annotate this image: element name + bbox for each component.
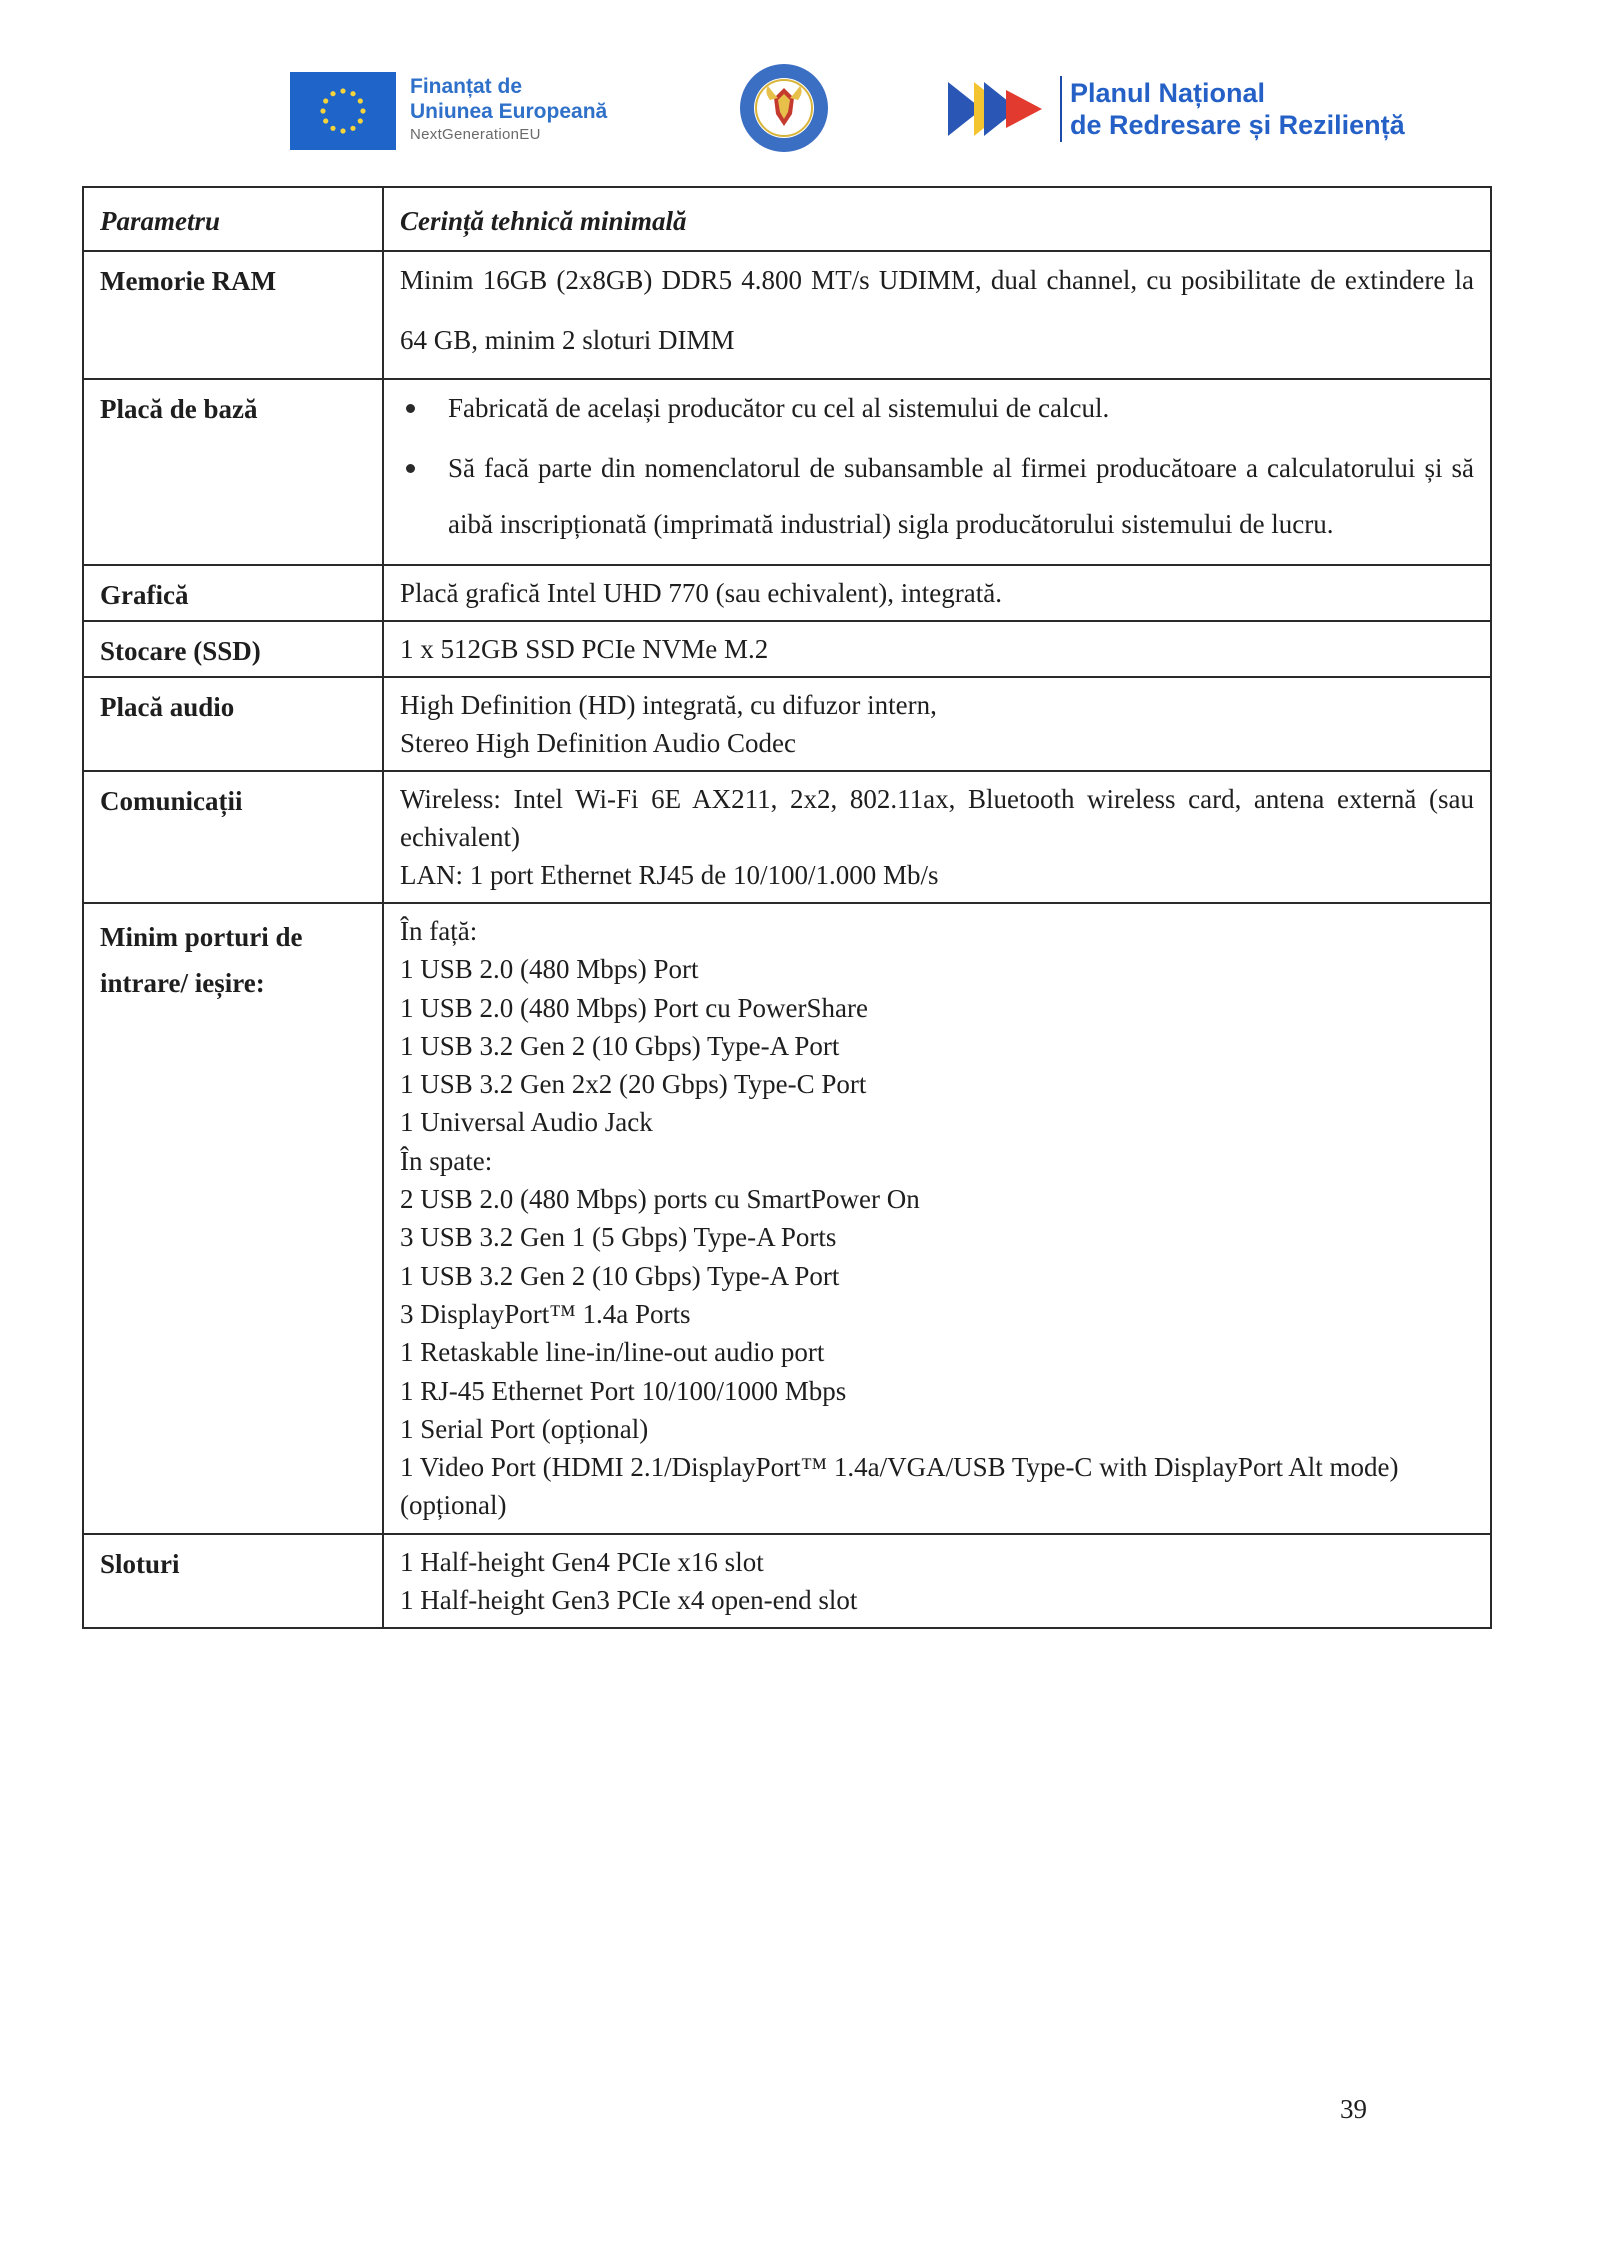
table-row [83, 1534, 1491, 1628]
table-row [83, 903, 1491, 1534]
requirement-line: 1 Half-height Gen4 PCIe x16 slot [400, 1546, 764, 1577]
param-placa-audio: Placă audio [83, 677, 383, 771]
requirement-stocare-ssd: 1 x 512GB SSD PCIe NVMe M.2 [383, 621, 1491, 677]
param-sloturi: Sloturi [83, 1534, 383, 1628]
requirement-line: 1 USB 3.2 Gen 2 (10 Gbps) Type-A Port [400, 1260, 840, 1291]
requirement-line: 1 Video Port (HDMI 2.1/DisplayPort™ 1.4a/VGA/USB Type-C with DisplayPort Alt mode) (opțional) [400, 1452, 1399, 1521]
table-row [83, 565, 1491, 621]
table-row [83, 677, 1491, 771]
pnrr-logo-line1: Planul Național [1070, 78, 1266, 108]
requirement-placa-audio [383, 677, 1491, 771]
requirement-line: În față: [400, 916, 478, 946]
requirement-grafica: Placă grafică Intel UHD 770 (sau echivalent), integrată. [383, 565, 1491, 621]
technical-spec-table [82, 186, 1492, 1629]
requirement-text: Minim 16GB (2x8GB) DDR5 4.800 MT/s UDIMM, dual channel, cu posibilitate de extindere la 64 GB, minim 2 sloturi DIMM [400, 265, 1474, 355]
requirement-line: Wireless: Intel Wi-Fi 6E AX211, 2x2, 802.11ax, Bluetooth wireless card, antena externă (sau echivalent) [400, 784, 1474, 852]
requirement-line: 1 Serial Port (opțional) [400, 1413, 649, 1444]
requirement-line: 1 Universal Audio Jack [400, 1107, 653, 1138]
page-number: 39 [1340, 2094, 1367, 2124]
eu-logo-line1: Finanțat de [410, 75, 523, 98]
requirement-line: 1 Retaskable line-in/line-out audio port [400, 1337, 825, 1368]
param-porturi-intrare-iesire: Minim porturi de intrare/ ieșire: [83, 903, 383, 1534]
requirement-porturi-intrare-iesire [383, 903, 1491, 1534]
eu-funding-logo [290, 72, 607, 150]
table-row [83, 379, 1491, 565]
eu-logo-line2: Uniunea Europeană [410, 100, 608, 123]
bullet-text: Fabricată de același producător cu cel al sistemului de calcul. [448, 393, 1110, 423]
bullet-icon [406, 464, 415, 473]
requirement-line: 1 USB 3.2 Gen 2x2 (20 Gbps) Type-C Port [400, 1069, 867, 1100]
column-header-parameter: Parametru [83, 187, 383, 251]
param-memorie-ram: Memorie RAM [83, 251, 383, 379]
requirement-line: 1 USB 3.2 Gen 2 (10 Gbps) Type-A Port [400, 1030, 840, 1061]
table-row [83, 251, 1491, 379]
bullet-list [400, 380, 1474, 552]
eu-logo-line3: NextGenerationEU [410, 126, 541, 143]
table-header-row [83, 187, 1491, 251]
param-placa-de-baza: Placă de bază [83, 379, 383, 565]
requirement-placa-de-baza [383, 379, 1491, 565]
table-row [83, 621, 1491, 677]
government-seal-icon [738, 62, 830, 154]
requirement-line: 2 USB 2.0 (480 Mbps) ports cu SmartPower On [400, 1184, 920, 1215]
requirement-sloturi [383, 1534, 1491, 1628]
requirement-memorie-ram [383, 251, 1491, 379]
table-row [83, 771, 1491, 903]
requirement-line: Stereo High Definition Audio Codec [400, 728, 796, 758]
page-header [0, 62, 1600, 162]
requirement-line: 3 USB 3.2 Gen 1 (5 Gbps) Type-A Ports [400, 1222, 837, 1253]
param-stocare-ssd: Stocare (SSD) [83, 621, 383, 677]
requirement-comunicatii [383, 771, 1491, 903]
bullet-item [400, 440, 1474, 552]
requirement-line: 1 Half-height Gen3 PCIe x4 open-end slot [400, 1584, 858, 1615]
bullet-item [400, 380, 1474, 436]
requirement-line: 1 RJ-45 Ethernet Port 10/100/1000 Mbps [400, 1375, 847, 1406]
pnrr-logo [944, 74, 1405, 144]
pnrr-divider [1060, 76, 1062, 142]
bullet-icon [406, 404, 415, 413]
pnrr-arrows-icon [944, 74, 1054, 144]
requirement-line: LAN: 1 port Ethernet RJ45 de 10/100/1.000 Mb/s [400, 860, 939, 890]
requirement-line: High Definition (HD) integrată, cu difuzor intern, [400, 690, 937, 720]
requirement-line: În spate: [400, 1145, 493, 1176]
requirement-line: 1 USB 2.0 (480 Mbps) Port [400, 954, 699, 985]
param-comunicatii: Comunicații [83, 771, 383, 903]
pnrr-logo-line2: de Redresare și Reziliență [1070, 110, 1405, 140]
column-header-requirement: Cerință tehnică minimală [383, 187, 1491, 251]
requirement-line: 1 USB 2.0 (480 Mbps) Port cu PowerShare [400, 992, 868, 1023]
bullet-text: Să facă parte din nomenclatorul de subansamble al firmei producătoare a calculatorului și să aibă inscripționată (imprimată industrial) sigla producătorului sistemului de lucru. [448, 453, 1474, 539]
eu-flag-icon [290, 72, 396, 150]
param-grafica: Grafică [83, 565, 383, 621]
requirement-line: 3 DisplayPort™ 1.4a Ports [400, 1298, 691, 1329]
